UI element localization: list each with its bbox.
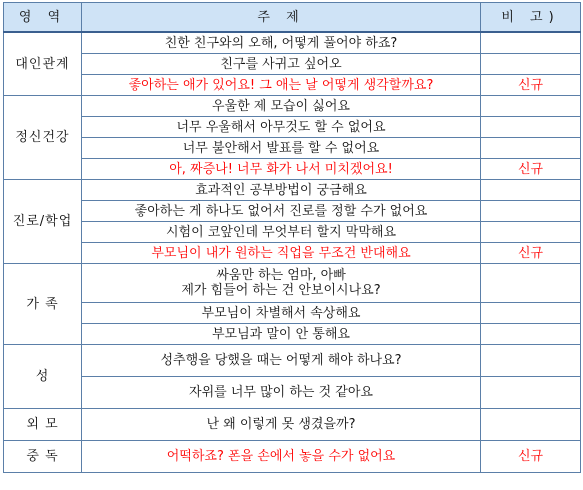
table-row: [4, 303, 581, 324]
topic-cell: 어떡하죠? 폰을 손에서 놓을 수가 없어요: [82, 441, 481, 473]
topic-cell: 부모님이 내가 원하는 직업을 무조건 반대해요: [82, 243, 481, 264]
note-cell: [481, 201, 581, 222]
topic-cell: 난 왜 이렇게 못 생겼을까?: [82, 409, 481, 441]
note-cell: [481, 180, 581, 201]
note-cell: [481, 96, 581, 117]
table-row: [4, 345, 581, 377]
note-cell: [481, 222, 581, 243]
topic-cell: 너무 불안해서 발표를 할 수 없어요: [82, 138, 481, 159]
note-cell: [481, 345, 581, 377]
topic-cell: 친구를 사귀고 싶어오: [82, 54, 481, 75]
table-row: [4, 201, 581, 222]
note-cell: [481, 303, 581, 324]
topic-cell: 우울한 제 모습이 싫어요: [82, 96, 481, 117]
counseling-topics-table: [3, 2, 581, 473]
topic-cell: 너무 우울해서 아무것도 할 수 없어요: [82, 117, 481, 138]
table-row: [4, 117, 581, 138]
topic-cell: 좋아하는 애가 있어요! 그 애는 날 어떻게 생각할까요?: [82, 75, 481, 96]
table-row: [4, 441, 581, 473]
note-cell: [481, 138, 581, 159]
note-cell: 신규: [481, 243, 581, 264]
topic-cell: 시험이 코앞인데 무엇부터 할지 막막해요: [82, 222, 481, 243]
note-cell: [481, 377, 581, 409]
area-cell: 가 족: [4, 264, 82, 345]
table-header: [4, 3, 581, 33]
area-cell: 외 모: [4, 409, 82, 441]
table-row: [4, 324, 581, 345]
table-row: [4, 159, 581, 180]
note-cell: [481, 264, 581, 303]
area-cell: 중 독: [4, 441, 82, 473]
area-cell: 대인관계: [4, 32, 82, 96]
header-row: [4, 3, 581, 33]
note-cell: [481, 32, 581, 54]
topic-cell: 아, 짜증나! 너무 화가 나서 미치겠어요!: [82, 159, 481, 180]
topic-cell: 좋아하는 게 하나도 없어서 진로를 정할 수가 없어요: [82, 201, 481, 222]
topic-cell: 부모님이 차별해서 속상해요: [82, 303, 481, 324]
topic-cell: 친한 친구와의 오해, 어떻게 풀어야 하죠?: [82, 32, 481, 54]
table-row: [4, 96, 581, 117]
header-area: 영 역: [4, 3, 82, 33]
area-cell: 정신건강: [4, 96, 82, 180]
note-cell: [481, 324, 581, 345]
table-row: [4, 75, 581, 96]
table-row: [4, 243, 581, 264]
topic-cell: 성추행을 당했을 때는 어떻게 해야 하나요?: [82, 345, 481, 377]
topic-cell: 부모님과 말이 안 통해요: [82, 324, 481, 345]
note-cell: 신규: [481, 159, 581, 180]
note-cell: 신규: [481, 75, 581, 96]
header-note: 비 고): [481, 3, 581, 33]
topic-cell: 효과적인 공부방법이 궁금해요: [82, 180, 481, 201]
topic-cell: 자위를 너무 많이 하는 것 같아요: [82, 377, 481, 409]
note-cell: [481, 117, 581, 138]
area-cell: 성: [4, 345, 82, 409]
table-row: [4, 264, 581, 303]
topic-cell: 싸움만 하는 엄마, 아빠 제가 힘들어 하는 건 안보이시나요?: [82, 264, 481, 303]
note-cell: [481, 54, 581, 75]
header-topic: 주 제: [82, 3, 481, 33]
table-row: [4, 180, 581, 201]
table-row: [4, 409, 581, 441]
note-cell: [481, 409, 581, 441]
table-body: [4, 32, 581, 473]
area-cell: 진로/학업: [4, 180, 82, 264]
table-row: [4, 377, 581, 409]
table-row: [4, 138, 581, 159]
table-row: [4, 54, 581, 75]
table-row: [4, 32, 581, 54]
table-row: [4, 222, 581, 243]
note-cell: 신규: [481, 441, 581, 473]
